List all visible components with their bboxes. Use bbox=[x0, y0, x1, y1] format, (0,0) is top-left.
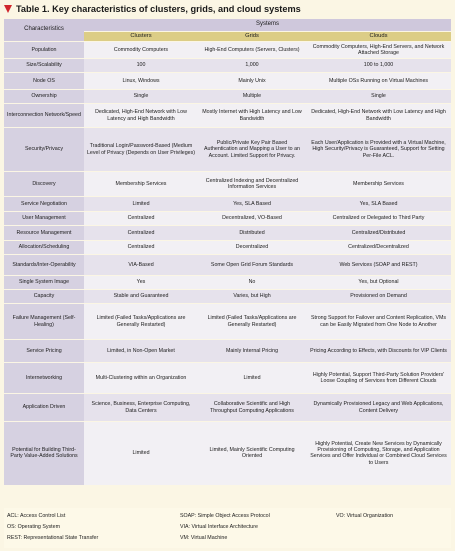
cell-clouds: Yes, but Optional bbox=[306, 276, 451, 290]
cell-grids: Mainly Unix bbox=[198, 73, 306, 90]
table-caption bbox=[4, 3, 301, 15]
cell-clusters: Commodity Computers bbox=[84, 42, 198, 59]
table-title: Table 1. Key characteristics of clusters, grids, and cloud systems bbox=[16, 4, 301, 14]
row-label: Interconnection Network/Speed bbox=[4, 104, 84, 128]
table-row bbox=[4, 255, 451, 276]
cell-clusters: Yes bbox=[84, 276, 198, 290]
header-clusters: Clusters bbox=[84, 32, 198, 42]
cell-clouds: Centralized or Delegated to Third Party bbox=[306, 212, 451, 226]
cell-grids: Decentralized bbox=[198, 241, 306, 255]
abbr-vm: VM: Virtual Machine bbox=[180, 535, 228, 541]
table-row bbox=[4, 197, 451, 212]
row-label: Discovery bbox=[4, 172, 84, 197]
cell-clouds: Each User/Application is Provided with a Virtual Machine, High Security/Privacy is Guaranteed, Support for Setting Per-File ACL. bbox=[306, 128, 451, 172]
row-label: Standards/Inter-Operability bbox=[4, 255, 84, 276]
characteristics-table bbox=[4, 18, 451, 485]
table-body bbox=[4, 42, 451, 485]
abbr-vo: VO: Virtual Organization bbox=[336, 513, 394, 519]
cell-clouds: Provisioned on Demand bbox=[306, 290, 451, 304]
cell-grids: Distributed bbox=[198, 226, 306, 241]
row-label: Potential for Building Third-Party Value-Added Solutions bbox=[4, 422, 84, 485]
cell-grids: Centralized Indexing and Decentralized Information Services bbox=[198, 172, 306, 197]
table-row bbox=[4, 304, 451, 340]
cell-clusters: Limited (Failed Tasks/Applications are Generally Restarted) bbox=[84, 304, 198, 340]
row-label: Service Pricing bbox=[4, 340, 84, 363]
cell-clouds: Yes, SLA Based bbox=[306, 197, 451, 212]
table-row bbox=[4, 394, 451, 422]
cell-grids: Limited, Mainly Scientific Computing Oriented bbox=[198, 422, 306, 485]
row-label: Capacity bbox=[4, 290, 84, 304]
table-row bbox=[4, 340, 451, 363]
cell-grids: Yes, SLA Based bbox=[198, 197, 306, 212]
header-characteristics: Characteristics bbox=[4, 19, 84, 42]
row-label: Application Driven bbox=[4, 394, 84, 422]
cell-clouds: Multiple OSs Running on Virtual Machines bbox=[306, 73, 451, 90]
row-label: Single System Image bbox=[4, 276, 84, 290]
row-label: Security/Privacy bbox=[4, 128, 84, 172]
cell-clusters: Linux, Windows bbox=[84, 73, 198, 90]
cell-grids: Some Open Grid Forum Standards bbox=[198, 255, 306, 276]
cell-clouds: Pricing According to Effects, with Discounts for VIP Clients bbox=[306, 340, 451, 363]
cell-clusters: Limited bbox=[84, 422, 198, 485]
cell-grids: Collaborative Scientific and High Throughput Computing Applications bbox=[198, 394, 306, 422]
table-row bbox=[4, 226, 451, 241]
cell-clusters: Centralized bbox=[84, 212, 198, 226]
table-row bbox=[4, 104, 451, 128]
cell-grids: Decentralized, VO-Based bbox=[198, 212, 306, 226]
cell-clusters: Traditional Login/Password-Based (Medium Level of Privacy (Depends on User Privileges) bbox=[84, 128, 198, 172]
cell-clouds: 100 to 1,000 bbox=[306, 59, 451, 73]
cell-grids: Limited bbox=[198, 363, 306, 394]
row-label: Resource Management bbox=[4, 226, 84, 241]
table-row bbox=[4, 363, 451, 394]
table-row bbox=[4, 90, 451, 104]
row-label: Population bbox=[4, 42, 84, 59]
abbreviations-footnote bbox=[4, 508, 451, 548]
table-row bbox=[4, 59, 451, 73]
abbr-rest: REST: Representational State Transfer bbox=[7, 535, 99, 541]
cell-clouds: Commodity Computers, High-End Servers, and Network Attached Storage bbox=[306, 42, 451, 59]
abbr-os: OS: Operating System bbox=[7, 524, 60, 530]
cell-grids: Mostly Internet with High Latency and Low Bandwidth bbox=[198, 104, 306, 128]
cell-clouds: Strong Support for Failover and Content Replication, VMs can be Easily Migrated from One Node to Another bbox=[306, 304, 451, 340]
cell-clusters: Science, Business, Enterprise Computing, Data Centers bbox=[84, 394, 198, 422]
cell-grids: 1,000 bbox=[198, 59, 306, 73]
cell-clouds: Dedicated, High-End Network with Low Latency and High Bandwidth bbox=[306, 104, 451, 128]
abbr-via: VIA: Virtual Interface Architecture bbox=[180, 524, 258, 530]
row-label: Failure Management (Self-Healing) bbox=[4, 304, 84, 340]
cell-clouds: Centralized/Decentralized bbox=[306, 241, 451, 255]
table-row bbox=[4, 212, 451, 226]
cell-clouds: Web Services (SOAP and REST) bbox=[306, 255, 451, 276]
table-row bbox=[4, 276, 451, 290]
row-label: Node OS bbox=[4, 73, 84, 90]
cell-grids: Limited (Failed Tasks/Applications are Generally Restarted) bbox=[198, 304, 306, 340]
cell-clusters: Limited, in Non-Open Market bbox=[84, 340, 198, 363]
cell-clouds: Membership Services bbox=[306, 172, 451, 197]
cell-clusters: Centralized bbox=[84, 241, 198, 255]
cell-clusters: Multi-Clustering within an Organization bbox=[84, 363, 198, 394]
cell-clusters: Stable and Guaranteed bbox=[84, 290, 198, 304]
row-label: Allocation/Scheduling bbox=[4, 241, 84, 255]
table-row bbox=[4, 42, 451, 59]
table-row bbox=[4, 241, 451, 255]
cell-clusters: 100 bbox=[84, 59, 198, 73]
table-row bbox=[4, 172, 451, 197]
cell-clusters: Single bbox=[84, 90, 198, 104]
cell-grids: High-End Computers (Servers, Clusters) bbox=[198, 42, 306, 59]
cell-clusters: Dedicated, High-End Network with Low Latency and High Bandwidth bbox=[84, 104, 198, 128]
cell-clusters: VIA-Based bbox=[84, 255, 198, 276]
cell-clouds: Centralized/Distributed bbox=[306, 226, 451, 241]
row-label: Ownership bbox=[4, 90, 84, 104]
cell-grids: No bbox=[198, 276, 306, 290]
row-label: User Management bbox=[4, 212, 84, 226]
cell-clouds: Dynamically Provisioned Legacy and Web Applications, Content Delivery bbox=[306, 394, 451, 422]
cell-grids: Public/Private Key Pair Based Authentication and Mapping a User to an Account. Limited Support for Privacy. bbox=[198, 128, 306, 172]
cell-grids: Mainly Internal Pricing bbox=[198, 340, 306, 363]
row-label: Internetworking bbox=[4, 363, 84, 394]
table-row bbox=[4, 73, 451, 90]
cell-clouds: Single bbox=[306, 90, 451, 104]
cell-clouds: Highly Potential, Create New Services by Dynamically Provisioning of Computing, Storage, and Application Services and Offer Individual or Combined Cloud Services to Users bbox=[306, 422, 451, 485]
red-triangle-icon bbox=[4, 5, 12, 13]
cell-clouds: Highly Potential, Support Third-Party Solution Providers' Loose Coupling of Services from Different Clouds bbox=[306, 363, 451, 394]
table-row bbox=[4, 422, 451, 485]
abbr-acl: ACL: Access Control List bbox=[7, 513, 66, 519]
header-clouds: Clouds bbox=[306, 32, 451, 42]
cell-grids: Varies, but High bbox=[198, 290, 306, 304]
row-label: Service Negotiation bbox=[4, 197, 84, 212]
header-grids: Grids bbox=[198, 32, 306, 42]
row-label: Size/Scalability bbox=[4, 59, 84, 73]
cell-clusters: Centralized bbox=[84, 226, 198, 241]
abbr-soap: SOAP: Simple Object Access Protocol bbox=[180, 513, 270, 519]
table-row bbox=[4, 128, 451, 172]
cell-clusters: Membership Services bbox=[84, 172, 198, 197]
header-systems: Systems bbox=[84, 19, 451, 32]
cell-clusters: Limited bbox=[84, 197, 198, 212]
cell-grids: Multiple bbox=[198, 90, 306, 104]
table-row bbox=[4, 290, 451, 304]
